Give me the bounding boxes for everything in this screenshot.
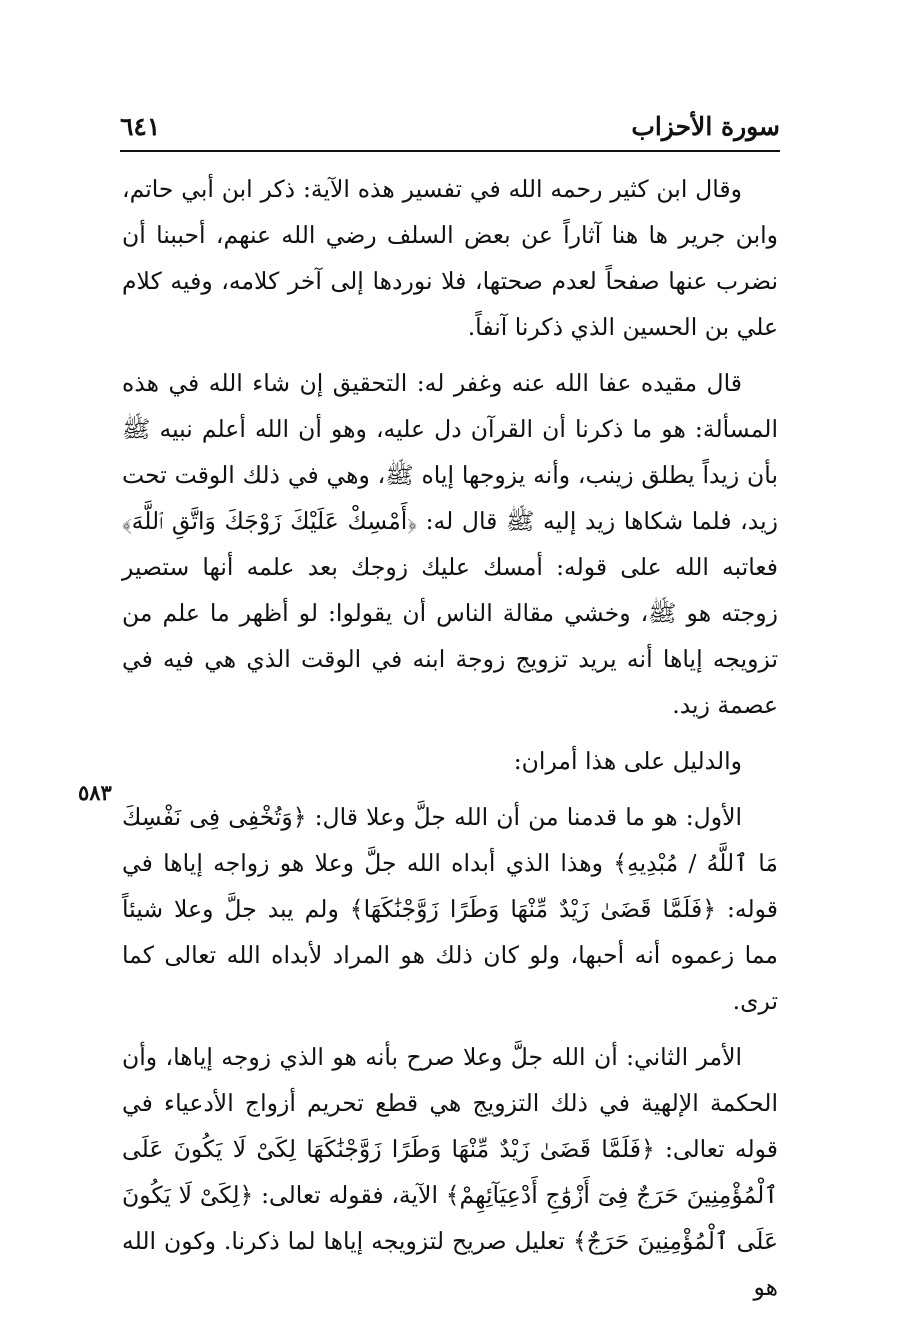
paragraph-first-evidence: الأول: هو ما قدمنا من أن الله جلَّ وعلا قال: ﴿وَتُخْفِى فِى نَفْسِكَ مَا ٱللَّهُ / مُبْدِيهِ﴾ وهذا الذي أبداه الله جلَّ وعلا هو زواجه إياها في قوله: ﴿فَلَمَّا قَضَىٰ زَيْدٌ مِّنْهَا وَطَرًا زَوَّجْنَٰكَهَا﴾ ولم يبد جلَّ وعلا شيئاً مما زعموه أنه أحبها، ولو كان ذلك هو المراد لأبداه الله تعالى كما ترى. <box>122 803 778 1015</box>
paragraph-evidence-intro: والدليل على هذا أمران: <box>513 747 742 775</box>
margin-page-reference: ٥٨٣ <box>78 780 112 805</box>
paragraph-author-opinion: قال مقيده عفا الله عنه وغفر له: التحقيق إن شاء الله في هذه المسألة: هو ما ذكرنا أن القرآن دل عليه، وهو أن الله أعلم نبيه ﷺ بأن زيداً يطلق زينب، وأنه يزوجها إياه ﷺ، وهي في ذلك الوقت تحت زيد، فلما شكاها زيد إليه ﷺ قال له: ﴿أَمْسِكْ عَلَيْكَ زَوْجَكَ وَاتَّقِ ٱللَّهَ﴾ فعاتبه الله على قوله: أمسك عليك زوجك بعد علمه أنها ستصير زوجته هو ﷺ، وخشي مقالة الناس أن يقولوا: لو أظهر ما علم من تزويجه إياها أنه يريد تزويج زوجة ابنه في الوقت الذي هي فيه في عصمة زيد. <box>122 369 778 719</box>
main-text <box>122 166 778 1320</box>
surah-title: سورة الأحزاب <box>631 112 780 141</box>
header-divider <box>120 150 780 152</box>
paragraph-second-evidence: الأمر الثاني: أن الله جلَّ وعلا صرح بأنه هو الذي زوجه إياها، وأن الحكمة الإلهية في ذلك التزويج هي قطع تحريم أزواج الأدعياء في قوله تعالى: ﴿فَلَمَّا قَضَىٰ زَيْدٌ مِّنْهَا وَطَرًا زَوَّجْنَٰكَهَا لِكَىْ لَا يَكُونَ عَلَى ٱلْمُؤْمِنِينَ حَرَجٌ فِىٓ أَزْوَٰجِ أَدْعِيَآئِهِمْ﴾ الآية، فقوله تعالى: ﴿لِكَىْ لَا يَكُونَ عَلَى ٱلْمُؤْمِنِينَ حَرَجٌ﴾ تعليل صريح لتزويجه إياها لما ذكرنا. وكون الله هو <box>122 1043 778 1301</box>
paragraph-ibn-kathir: وقال ابن كثير رحمه الله في تفسير هذه الآية: ذكر ابن أبي حاتم، وابن جرير ها هنا آثاراً عن بعض السلف رضي الله عنهم، أحببنا أن نضرب عنها صفحاً لعدم صحتها، فلا نوردها إلى آخر كلامه، وفيه كلام علي بن الحسين الذي ذكرنا آنفاً. <box>122 175 778 341</box>
page-header <box>120 108 780 148</box>
page-number: ٦٤١ <box>120 112 161 141</box>
